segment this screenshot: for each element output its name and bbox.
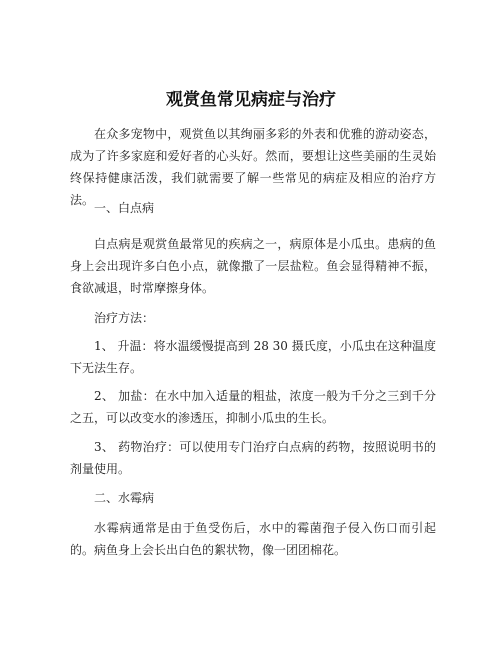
treatment-item: 2、 加盐：在水中加入适量的粗盐，浓度一般为千分之三到千分之五，可以改变水的渗透压，抑制小瓜虫的生长。 <box>70 389 436 425</box>
treatment-label: 治疗方法： <box>94 311 155 325</box>
page-title: 观赏鱼常见病症与治疗 <box>166 90 336 110</box>
treatment-item: 3、 药物治疗：可以使用专门治疗白点病的药物，按照说明书的剂量使用。 <box>70 440 436 476</box>
section-heading-white-spot: 一、白点病 <box>94 201 155 215</box>
intro-paragraph: 在众多宠物中，观赏鱼以其绚丽多彩的外表和优雅的游动姿态，成为了许多家庭和爱好者的心头好。然而，要想让这些美丽的生灵始终保持健康活泼，我们就需要了解一些常见的病症及相应的治疗方法。 <box>70 127 436 207</box>
white-spot-description: 白点病是观赏鱼最常见的疾病之一，病原体是小瓜虫。患病的鱼身上会出现许多白色小点，就像撒了一层盐粒。鱼会显得精神不振，食欲减退，时常摩擦身体。 <box>70 237 436 295</box>
section-heading-water-mold: 二、水霉病 <box>94 491 155 505</box>
treatment-item: 1、 升温：将水温缓慢提高到 28 30 摄氏度，小瓜虫在这种温度下无法生存。 <box>70 339 436 375</box>
water-mold-description: 水霉病通常是由于鱼受伤后，水中的霉菌孢子侵入伤口而引起的。病鱼身上会长出白色的絮状物，像一团团棉花。 <box>70 521 436 557</box>
